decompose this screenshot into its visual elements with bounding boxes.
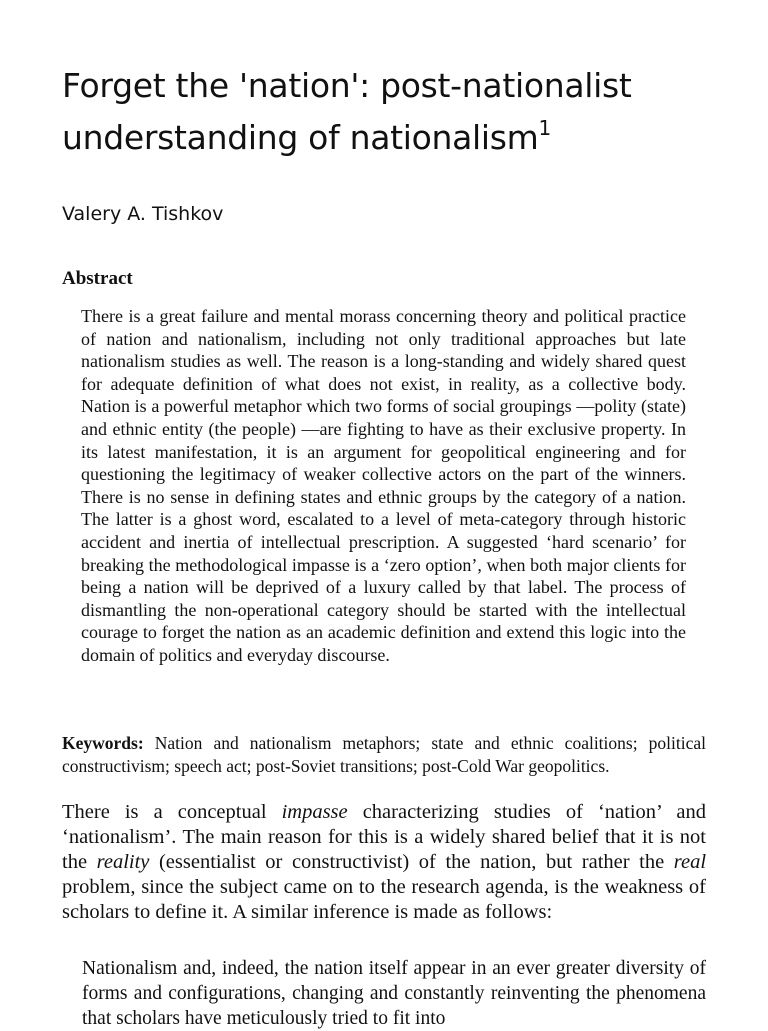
author-name: Valery A. Tishkov <box>62 203 224 225</box>
body-text-part: problem, since the subject came on to the research agenda, is the weakness of scholars to define it. A similar inference is made as follows: <box>62 876 706 923</box>
body-text-part: (essentialist or constructivist) of the nation, but rather the <box>149 851 674 873</box>
keywords-line <box>62 732 706 778</box>
article-title-text: Forget the 'nation': post-nationalist understanding of nationalism <box>62 66 632 157</box>
body-paragraph <box>62 800 706 925</box>
emphasis-real: real <box>673 851 707 873</box>
abstract-text: There is a great failure and mental morass concerning theory and political practice of nation and nationalism, including not only traditional approaches but late nationalism studies as well. The reason is a long-standing and widely shared quest for adequate definition of what does not exist, in reality, as a collective body. Nation is a powerful metaphor which two forms of social groupings —polity (state) and ethnic entity (the people) —are fighting to have as their exclusive property. In its latest manifestation, it is an argument for geopolitical engineering and for questioning the legitimacy of weaker collective actors on the part of the winners. There is no sense in defining states and ethnic groups by the category of a nation. The latter is a ghost word, escalated to a level of meta-category through historic accident and inertia of intellectual prescription. A suggested ‘hard scenario’ for breaking the methodological impasse is a ‘zero option’, when both major clients for being a nation will be deprived of a luxury called by that label. The process of dismantling the non-operational category should be started with the intellectual courage to forget the nation as an academic definition and extend this logic into the domain of politics and everyday discourse. <box>81 306 686 665</box>
title-footnote-marker[interactable]: 1 <box>538 116 551 140</box>
body-text-part: There is a conceptual <box>62 801 282 823</box>
keywords-text: Nation and nationalism metaphors; state and ethnic coalitions; political constructivism; speech act; post-Soviet transitions; post-Cold War geopolitics. <box>62 733 706 776</box>
body-text-part: characterizing studies of ‘nation’ and ‘nationalism’. The main reason for this is a widely shared belief that it is not the <box>62 801 706 873</box>
emphasis-reality: reality <box>96 851 150 873</box>
keywords-label: Keywords: <box>62 733 144 753</box>
emphasis-impasse: impasse <box>281 801 348 823</box>
article-title <box>62 60 722 164</box>
abstract-heading: Abstract <box>62 268 133 289</box>
block-quote: Nationalism and, indeed, the nation itself appear in an ever greater diversity of forms and configurations, changing and constantly reinventing the phenomena that scholars have meticulously tried to fit into <box>82 958 706 1029</box>
